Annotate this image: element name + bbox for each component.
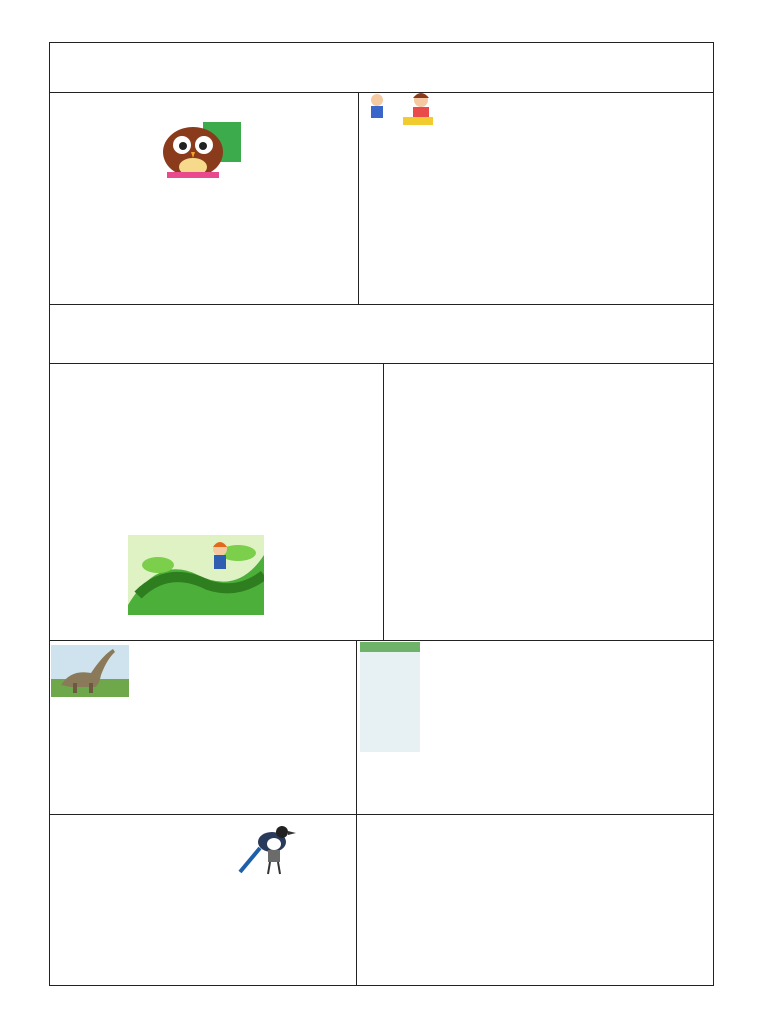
owl-icon [147, 122, 241, 178]
magpie-icon [238, 820, 302, 880]
magpie-section [50, 814, 356, 985]
pencil-border-right [722, 0, 768, 1024]
research-section [50, 640, 356, 814]
pencil-border-bottom [0, 990, 768, 1024]
dinosaur-image [51, 645, 129, 697]
daily-reading-section [50, 93, 358, 304]
spelling-section [358, 93, 713, 304]
acrostic-section [356, 640, 713, 814]
pencil-border-top [0, 0, 768, 38]
page-header [50, 43, 713, 93]
writing-intro-section [50, 304, 713, 363]
acrostic-image [360, 642, 420, 752]
beanstalk-image [128, 535, 264, 615]
worksheet [49, 42, 714, 986]
oxford-owl-logo [55, 122, 353, 178]
pencil-border-left [0, 0, 46, 1024]
writing-year2-section [383, 363, 713, 640]
children-reading-icon [363, 93, 443, 126]
writing-year1-section [50, 363, 383, 640]
questions-section [356, 814, 713, 985]
